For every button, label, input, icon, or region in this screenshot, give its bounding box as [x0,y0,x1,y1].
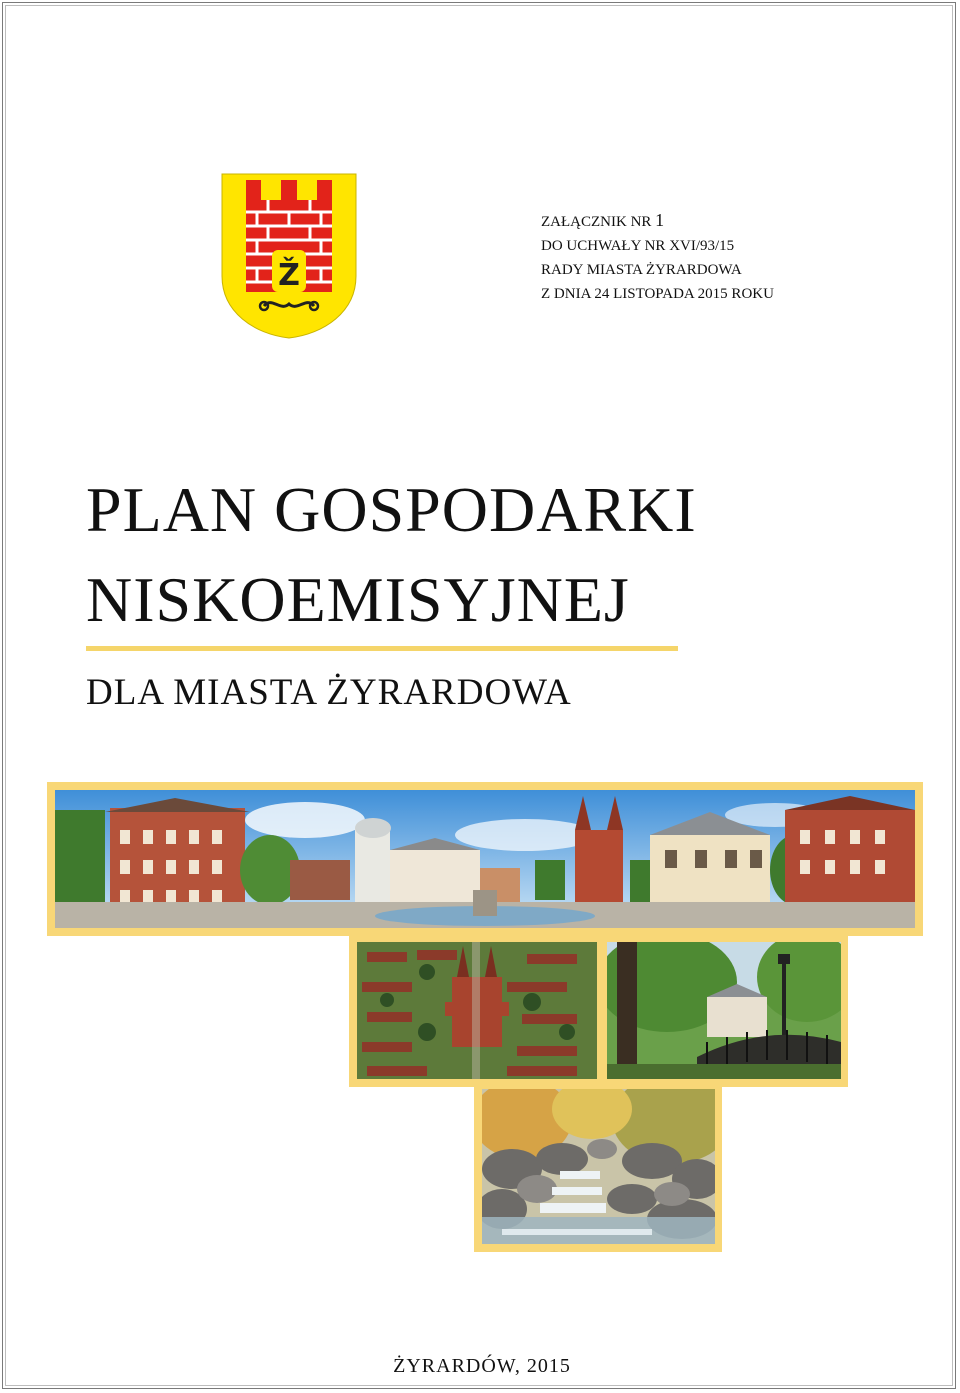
annex-number-line [541,208,774,234]
document-title-line-1: PLAN GOSPODARKI [86,474,697,545]
date-line: Z DNIA 24 LISTOPADA 2015 ROKU [541,286,774,302]
document-subtitle: DLA MIASTA ŻYRARDOWA [86,672,572,713]
annex-number: 1 [655,210,665,230]
city-crest-logo [220,172,358,340]
footer-place-year [0,1356,960,1376]
title-divider [86,646,678,651]
crest-letter: Ž [278,258,300,293]
aerial-town-photo [357,942,597,1079]
city-panorama-photo [55,790,915,928]
annex-label: ZAŁĄCZNIK NR [541,214,656,230]
footer-text: ŻYRARDÓW, 2015 [393,1355,571,1377]
resolution-header [541,208,774,306]
document-title-line-2: NISKOEMISYJNEJ [86,564,630,635]
resolution-number-line: DO UCHWAŁY NR XVI/93/15 [541,238,735,254]
council-line: RADY MIASTA ŻYRARDOWA [541,262,742,278]
park-waterfall-photo [482,1089,715,1244]
park-bridge-photo [607,942,841,1079]
